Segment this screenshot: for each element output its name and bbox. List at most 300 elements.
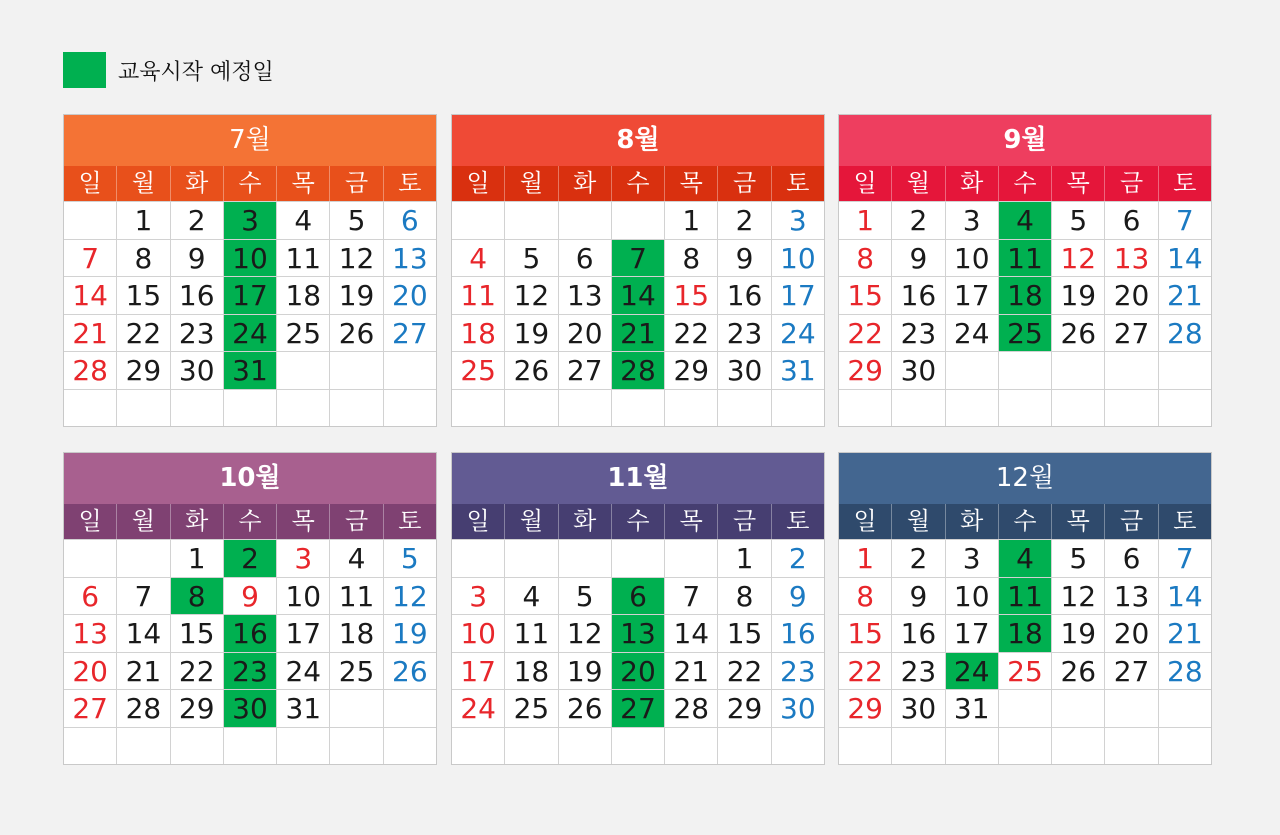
weekday-label: 수 <box>998 504 1051 539</box>
day-cell: 16 <box>891 277 944 314</box>
week-row <box>839 201 1211 239</box>
weekday-header <box>452 166 824 201</box>
weekday-label: 목 <box>276 166 329 201</box>
empty-day-cell <box>611 540 664 577</box>
day-cell: 1 <box>856 204 875 237</box>
empty-day-cell <box>1104 390 1157 427</box>
weekday-label: 수 <box>611 504 664 539</box>
start-day-cell: 13 <box>611 615 664 652</box>
empty-day-cell <box>771 728 824 765</box>
day-cell: 9 <box>223 578 276 615</box>
week-row <box>452 389 824 427</box>
day-cell: 25 <box>504 690 557 727</box>
week-row <box>839 689 1211 727</box>
weekday-label: 토 <box>1158 166 1211 201</box>
week-row <box>839 652 1211 690</box>
day-cell: 29 <box>847 354 883 387</box>
day-cell: 30 <box>170 352 223 389</box>
day-cell: 26 <box>1051 653 1104 690</box>
day-cell: 25 <box>276 315 329 352</box>
empty-day-cell <box>276 352 329 389</box>
day-cell: 21 <box>116 653 169 690</box>
weekday-label: 월 <box>504 504 557 539</box>
month-title: 12월 <box>839 453 1211 504</box>
day-cell: 8 <box>664 240 717 277</box>
month-title: 9월 <box>839 115 1211 166</box>
weekday-label: 토 <box>771 166 824 201</box>
day-cell: 25 <box>998 653 1051 690</box>
month-calendar <box>451 114 825 427</box>
empty-day-cell <box>717 390 770 427</box>
empty-day-cell <box>839 390 891 427</box>
week-row <box>839 276 1211 314</box>
day-cell: 11 <box>460 279 496 312</box>
empty-day-cell <box>223 728 276 765</box>
weekday-label: 월 <box>891 504 944 539</box>
day-cell: 5 <box>1051 540 1104 577</box>
start-day-cell: 3 <box>223 202 276 239</box>
empty-day-cell <box>452 540 504 577</box>
day-cell: 30 <box>717 352 770 389</box>
day-cell: 25 <box>460 354 496 387</box>
day-cell: 26 <box>504 352 557 389</box>
weekday-label: 월 <box>116 166 169 201</box>
week-row <box>64 351 436 389</box>
month-calendar <box>63 114 437 427</box>
week-row <box>452 689 824 727</box>
day-cell: 15 <box>664 277 717 314</box>
empty-day-cell <box>771 390 824 427</box>
weekday-label: 금 <box>717 166 770 201</box>
weekday-label: 금 <box>329 504 382 539</box>
day-cell: 24 <box>771 315 824 352</box>
day-cell: 12 <box>1051 578 1104 615</box>
empty-day-cell <box>64 540 116 577</box>
start-day-cell: 28 <box>611 352 664 389</box>
week-row <box>64 239 436 277</box>
empty-day-cell <box>664 540 717 577</box>
weekday-label: 수 <box>223 504 276 539</box>
day-cell: 16 <box>717 277 770 314</box>
empty-day-cell <box>452 390 504 427</box>
start-day-cell: 17 <box>223 277 276 314</box>
month-calendar <box>838 114 1212 427</box>
weekday-header <box>839 504 1211 539</box>
day-cell: 12 <box>1051 240 1104 277</box>
empty-day-cell <box>116 728 169 765</box>
empty-day-cell <box>1051 690 1104 727</box>
day-cell: 9 <box>891 578 944 615</box>
week-row <box>839 314 1211 352</box>
weekday-label: 목 <box>276 504 329 539</box>
weekday-header <box>64 166 436 201</box>
day-cell: 20 <box>558 315 611 352</box>
day-cell: 26 <box>558 690 611 727</box>
day-cell: 12 <box>558 615 611 652</box>
empty-day-cell <box>558 540 611 577</box>
start-day-cell: 31 <box>223 352 276 389</box>
weekday-label: 일 <box>853 507 877 535</box>
day-cell: 31 <box>945 690 998 727</box>
day-cell: 26 <box>1051 315 1104 352</box>
empty-day-cell <box>452 202 504 239</box>
day-cell: 1 <box>717 540 770 577</box>
weekday-label: 목 <box>664 166 717 201</box>
day-cell: 19 <box>558 653 611 690</box>
week-row <box>839 239 1211 277</box>
empty-day-cell <box>1051 390 1104 427</box>
empty-day-cell <box>64 202 116 239</box>
day-cell: 18 <box>276 277 329 314</box>
day-cell: 9 <box>771 578 824 615</box>
day-cell: 22 <box>847 316 883 350</box>
week-row <box>839 614 1211 652</box>
weekday-label: 화 <box>558 504 611 539</box>
weekday-label: 목 <box>1051 166 1104 201</box>
day-cell: 17 <box>945 277 998 314</box>
empty-day-cell <box>64 728 116 765</box>
week-row <box>452 727 824 765</box>
empty-day-cell <box>64 390 116 427</box>
day-cell: 15 <box>116 277 169 314</box>
weekday-label: 금 <box>329 166 382 201</box>
empty-day-cell <box>383 352 436 389</box>
empty-day-cell <box>383 690 436 727</box>
empty-day-cell <box>170 390 223 427</box>
start-day-cell: 18 <box>998 277 1051 314</box>
day-cell: 6 <box>383 202 436 239</box>
empty-day-cell <box>1158 352 1211 389</box>
weekday-label: 토 <box>383 504 436 539</box>
start-day-cell: 21 <box>611 315 664 352</box>
day-cell: 12 <box>383 578 436 615</box>
day-cell: 5 <box>558 578 611 615</box>
week-row <box>452 239 824 277</box>
start-day-cell: 4 <box>998 202 1051 239</box>
empty-day-cell <box>329 352 382 389</box>
weekday-label: 토 <box>383 166 436 201</box>
empty-day-cell <box>276 390 329 427</box>
empty-day-cell <box>945 728 998 765</box>
day-cell: 26 <box>383 653 436 690</box>
day-cell: 17 <box>276 615 329 652</box>
week-row <box>64 276 436 314</box>
empty-day-cell <box>276 728 329 765</box>
start-day-cell: 10 <box>223 240 276 277</box>
day-cell: 5 <box>504 240 557 277</box>
empty-day-cell <box>558 390 611 427</box>
day-cell: 27 <box>1104 315 1157 352</box>
day-cell: 29 <box>664 352 717 389</box>
week-row <box>64 577 436 615</box>
start-day-cell: 4 <box>998 540 1051 577</box>
day-cell: 27 <box>558 352 611 389</box>
day-cell: 29 <box>170 690 223 727</box>
empty-day-cell <box>504 728 557 765</box>
day-cell: 4 <box>276 202 329 239</box>
day-cell: 20 <box>72 654 108 688</box>
week-row <box>64 689 436 727</box>
weekday-label: 일 <box>78 169 102 197</box>
start-day-cell: 25 <box>998 315 1051 352</box>
day-cell: 24 <box>276 653 329 690</box>
day-cell: 29 <box>847 692 883 725</box>
empty-day-cell <box>504 540 557 577</box>
weekday-label: 화 <box>945 166 998 201</box>
day-cell: 30 <box>771 690 824 727</box>
weekday-label: 수 <box>611 166 664 201</box>
day-cell: 11 <box>329 578 382 615</box>
weekday-label: 목 <box>664 504 717 539</box>
start-day-cell: 27 <box>611 690 664 727</box>
day-cell: 27 <box>1104 653 1157 690</box>
empty-day-cell <box>116 390 169 427</box>
day-cell: 13 <box>1104 240 1157 277</box>
day-cell: 7 <box>1158 540 1211 577</box>
weekday-label: 화 <box>945 504 998 539</box>
day-cell: 21 <box>72 316 108 350</box>
empty-day-cell <box>383 728 436 765</box>
day-cell: 7 <box>116 578 169 615</box>
empty-day-cell <box>504 390 557 427</box>
day-cell: 19 <box>1051 615 1104 652</box>
day-cell: 6 <box>1104 202 1157 239</box>
day-cell: 2 <box>771 540 824 577</box>
day-cell: 16 <box>771 615 824 652</box>
month-title: 10월 <box>64 453 436 504</box>
day-cell: 25 <box>329 653 382 690</box>
day-cell: 14 <box>664 615 717 652</box>
weekday-label: 화 <box>558 166 611 201</box>
day-cell: 8 <box>856 241 875 275</box>
day-cell: 23 <box>891 315 944 352</box>
weekday-label: 화 <box>170 504 223 539</box>
start-day-cell: 23 <box>223 653 276 690</box>
day-cell: 13 <box>383 240 436 277</box>
day-cell: 9 <box>891 240 944 277</box>
day-cell: 8 <box>116 240 169 277</box>
start-day-cell: 16 <box>223 615 276 652</box>
empty-day-cell <box>664 728 717 765</box>
day-cell: 30 <box>891 352 944 389</box>
week-row <box>839 727 1211 765</box>
day-cell: 28 <box>1158 653 1211 690</box>
day-cell: 1 <box>170 540 223 577</box>
day-cell: 2 <box>891 540 944 577</box>
day-cell: 12 <box>329 240 382 277</box>
day-cell: 8 <box>717 578 770 615</box>
empty-day-cell <box>1158 728 1211 765</box>
weekday-label: 일 <box>466 169 490 197</box>
day-cell: 28 <box>664 690 717 727</box>
empty-day-cell <box>1051 352 1104 389</box>
month-calendar <box>63 452 437 765</box>
day-cell: 21 <box>1158 277 1211 314</box>
month-title: 11월 <box>452 453 824 504</box>
weekday-label: 일 <box>466 507 490 535</box>
day-cell: 12 <box>504 277 557 314</box>
day-cell: 14 <box>72 279 108 312</box>
day-cell: 7 <box>81 241 100 275</box>
day-cell: 19 <box>1051 277 1104 314</box>
week-row <box>839 577 1211 615</box>
day-cell: 2 <box>717 202 770 239</box>
day-cell: 16 <box>891 615 944 652</box>
day-cell: 15 <box>170 615 223 652</box>
weekday-label: 월 <box>116 504 169 539</box>
day-cell: 17 <box>460 654 496 688</box>
weekday-label: 수 <box>223 166 276 201</box>
empty-day-cell <box>611 202 664 239</box>
day-cell: 18 <box>504 653 557 690</box>
month-calendar <box>451 452 825 765</box>
day-cell: 18 <box>329 615 382 652</box>
week-row <box>452 314 824 352</box>
week-row <box>64 614 436 652</box>
day-cell: 23 <box>170 315 223 352</box>
day-cell: 22 <box>170 653 223 690</box>
day-cell: 5 <box>1051 202 1104 239</box>
empty-day-cell <box>611 728 664 765</box>
day-cell: 14 <box>1158 578 1211 615</box>
month-calendar <box>838 452 1212 765</box>
day-cell: 27 <box>72 692 108 725</box>
day-cell: 6 <box>558 240 611 277</box>
day-cell: 27 <box>383 315 436 352</box>
week-row <box>452 351 824 389</box>
day-cell: 21 <box>664 653 717 690</box>
day-cell: 19 <box>383 615 436 652</box>
day-cell: 31 <box>276 690 329 727</box>
day-cell: 22 <box>116 315 169 352</box>
day-cell: 10 <box>945 578 998 615</box>
start-day-cell: 24 <box>223 315 276 352</box>
week-row <box>64 727 436 765</box>
day-cell: 19 <box>329 277 382 314</box>
empty-day-cell <box>1104 352 1157 389</box>
day-cell: 3 <box>771 202 824 239</box>
empty-day-cell <box>1158 690 1211 727</box>
day-cell: 9 <box>717 240 770 277</box>
week-row <box>452 201 824 239</box>
weekday-label: 월 <box>504 166 557 201</box>
day-cell: 23 <box>717 315 770 352</box>
day-cell: 4 <box>469 241 488 275</box>
empty-day-cell <box>116 540 169 577</box>
weekday-header <box>452 504 824 539</box>
empty-day-cell <box>558 728 611 765</box>
day-cell: 26 <box>329 315 382 352</box>
empty-day-cell <box>664 390 717 427</box>
start-day-cell: 11 <box>998 240 1051 277</box>
day-cell: 23 <box>891 653 944 690</box>
day-cell: 21 <box>1158 615 1211 652</box>
day-cell: 23 <box>771 653 824 690</box>
day-cell: 2 <box>170 202 223 239</box>
empty-day-cell <box>998 690 1051 727</box>
empty-day-cell <box>839 728 891 765</box>
month-title: 7월 <box>64 115 436 166</box>
empty-day-cell <box>1104 690 1157 727</box>
empty-day-cell <box>891 728 944 765</box>
day-cell: 3 <box>469 579 488 613</box>
empty-day-cell <box>558 202 611 239</box>
day-cell: 5 <box>329 202 382 239</box>
day-cell: 20 <box>1104 615 1157 652</box>
day-cell: 15 <box>717 615 770 652</box>
week-row <box>452 652 824 690</box>
month-title: 8월 <box>452 115 824 166</box>
empty-day-cell <box>945 390 998 427</box>
day-cell: 15 <box>847 617 883 650</box>
weekday-label: 화 <box>170 166 223 201</box>
empty-day-cell <box>891 390 944 427</box>
day-cell: 18 <box>460 316 496 350</box>
weekday-label: 금 <box>717 504 770 539</box>
day-cell: 6 <box>81 579 100 613</box>
weekday-label: 일 <box>853 169 877 197</box>
day-cell: 3 <box>945 202 998 239</box>
empty-day-cell <box>998 390 1051 427</box>
weekday-label: 일 <box>78 507 102 535</box>
legend-label: 교육시작 예정일 <box>118 59 274 85</box>
week-row <box>64 652 436 690</box>
day-cell: 15 <box>847 279 883 312</box>
day-cell: 7 <box>664 578 717 615</box>
day-cell: 13 <box>72 617 108 650</box>
day-cell: 28 <box>116 690 169 727</box>
day-cell: 22 <box>717 653 770 690</box>
day-cell: 22 <box>847 654 883 688</box>
day-cell: 2 <box>891 202 944 239</box>
week-row <box>452 577 824 615</box>
day-cell: 17 <box>771 277 824 314</box>
week-row <box>64 389 436 427</box>
weekday-label: 금 <box>1104 504 1157 539</box>
day-cell: 3 <box>276 540 329 577</box>
weekday-label: 목 <box>1051 504 1104 539</box>
empty-day-cell <box>998 728 1051 765</box>
day-cell: 1 <box>116 202 169 239</box>
week-row <box>839 389 1211 427</box>
week-row <box>64 539 436 577</box>
start-day-cell: 30 <box>223 690 276 727</box>
start-day-cell: 20 <box>611 653 664 690</box>
empty-day-cell <box>611 390 664 427</box>
day-cell: 29 <box>717 690 770 727</box>
weekday-label: 토 <box>771 504 824 539</box>
day-cell: 1 <box>664 202 717 239</box>
legend <box>63 52 274 88</box>
day-cell: 8 <box>856 579 875 613</box>
empty-day-cell <box>223 390 276 427</box>
day-cell: 4 <box>504 578 557 615</box>
empty-day-cell <box>998 352 1051 389</box>
start-day-cell: 8 <box>170 578 223 615</box>
legend-swatch <box>63 52 106 88</box>
day-cell: 28 <box>72 354 108 387</box>
empty-day-cell <box>945 352 998 389</box>
day-cell: 20 <box>1104 277 1157 314</box>
start-day-cell: 14 <box>611 277 664 314</box>
week-row <box>452 614 824 652</box>
week-row <box>839 539 1211 577</box>
day-cell: 7 <box>1158 202 1211 239</box>
start-day-cell: 6 <box>611 578 664 615</box>
day-cell: 3 <box>945 540 998 577</box>
day-cell: 14 <box>1158 240 1211 277</box>
empty-day-cell <box>329 390 382 427</box>
